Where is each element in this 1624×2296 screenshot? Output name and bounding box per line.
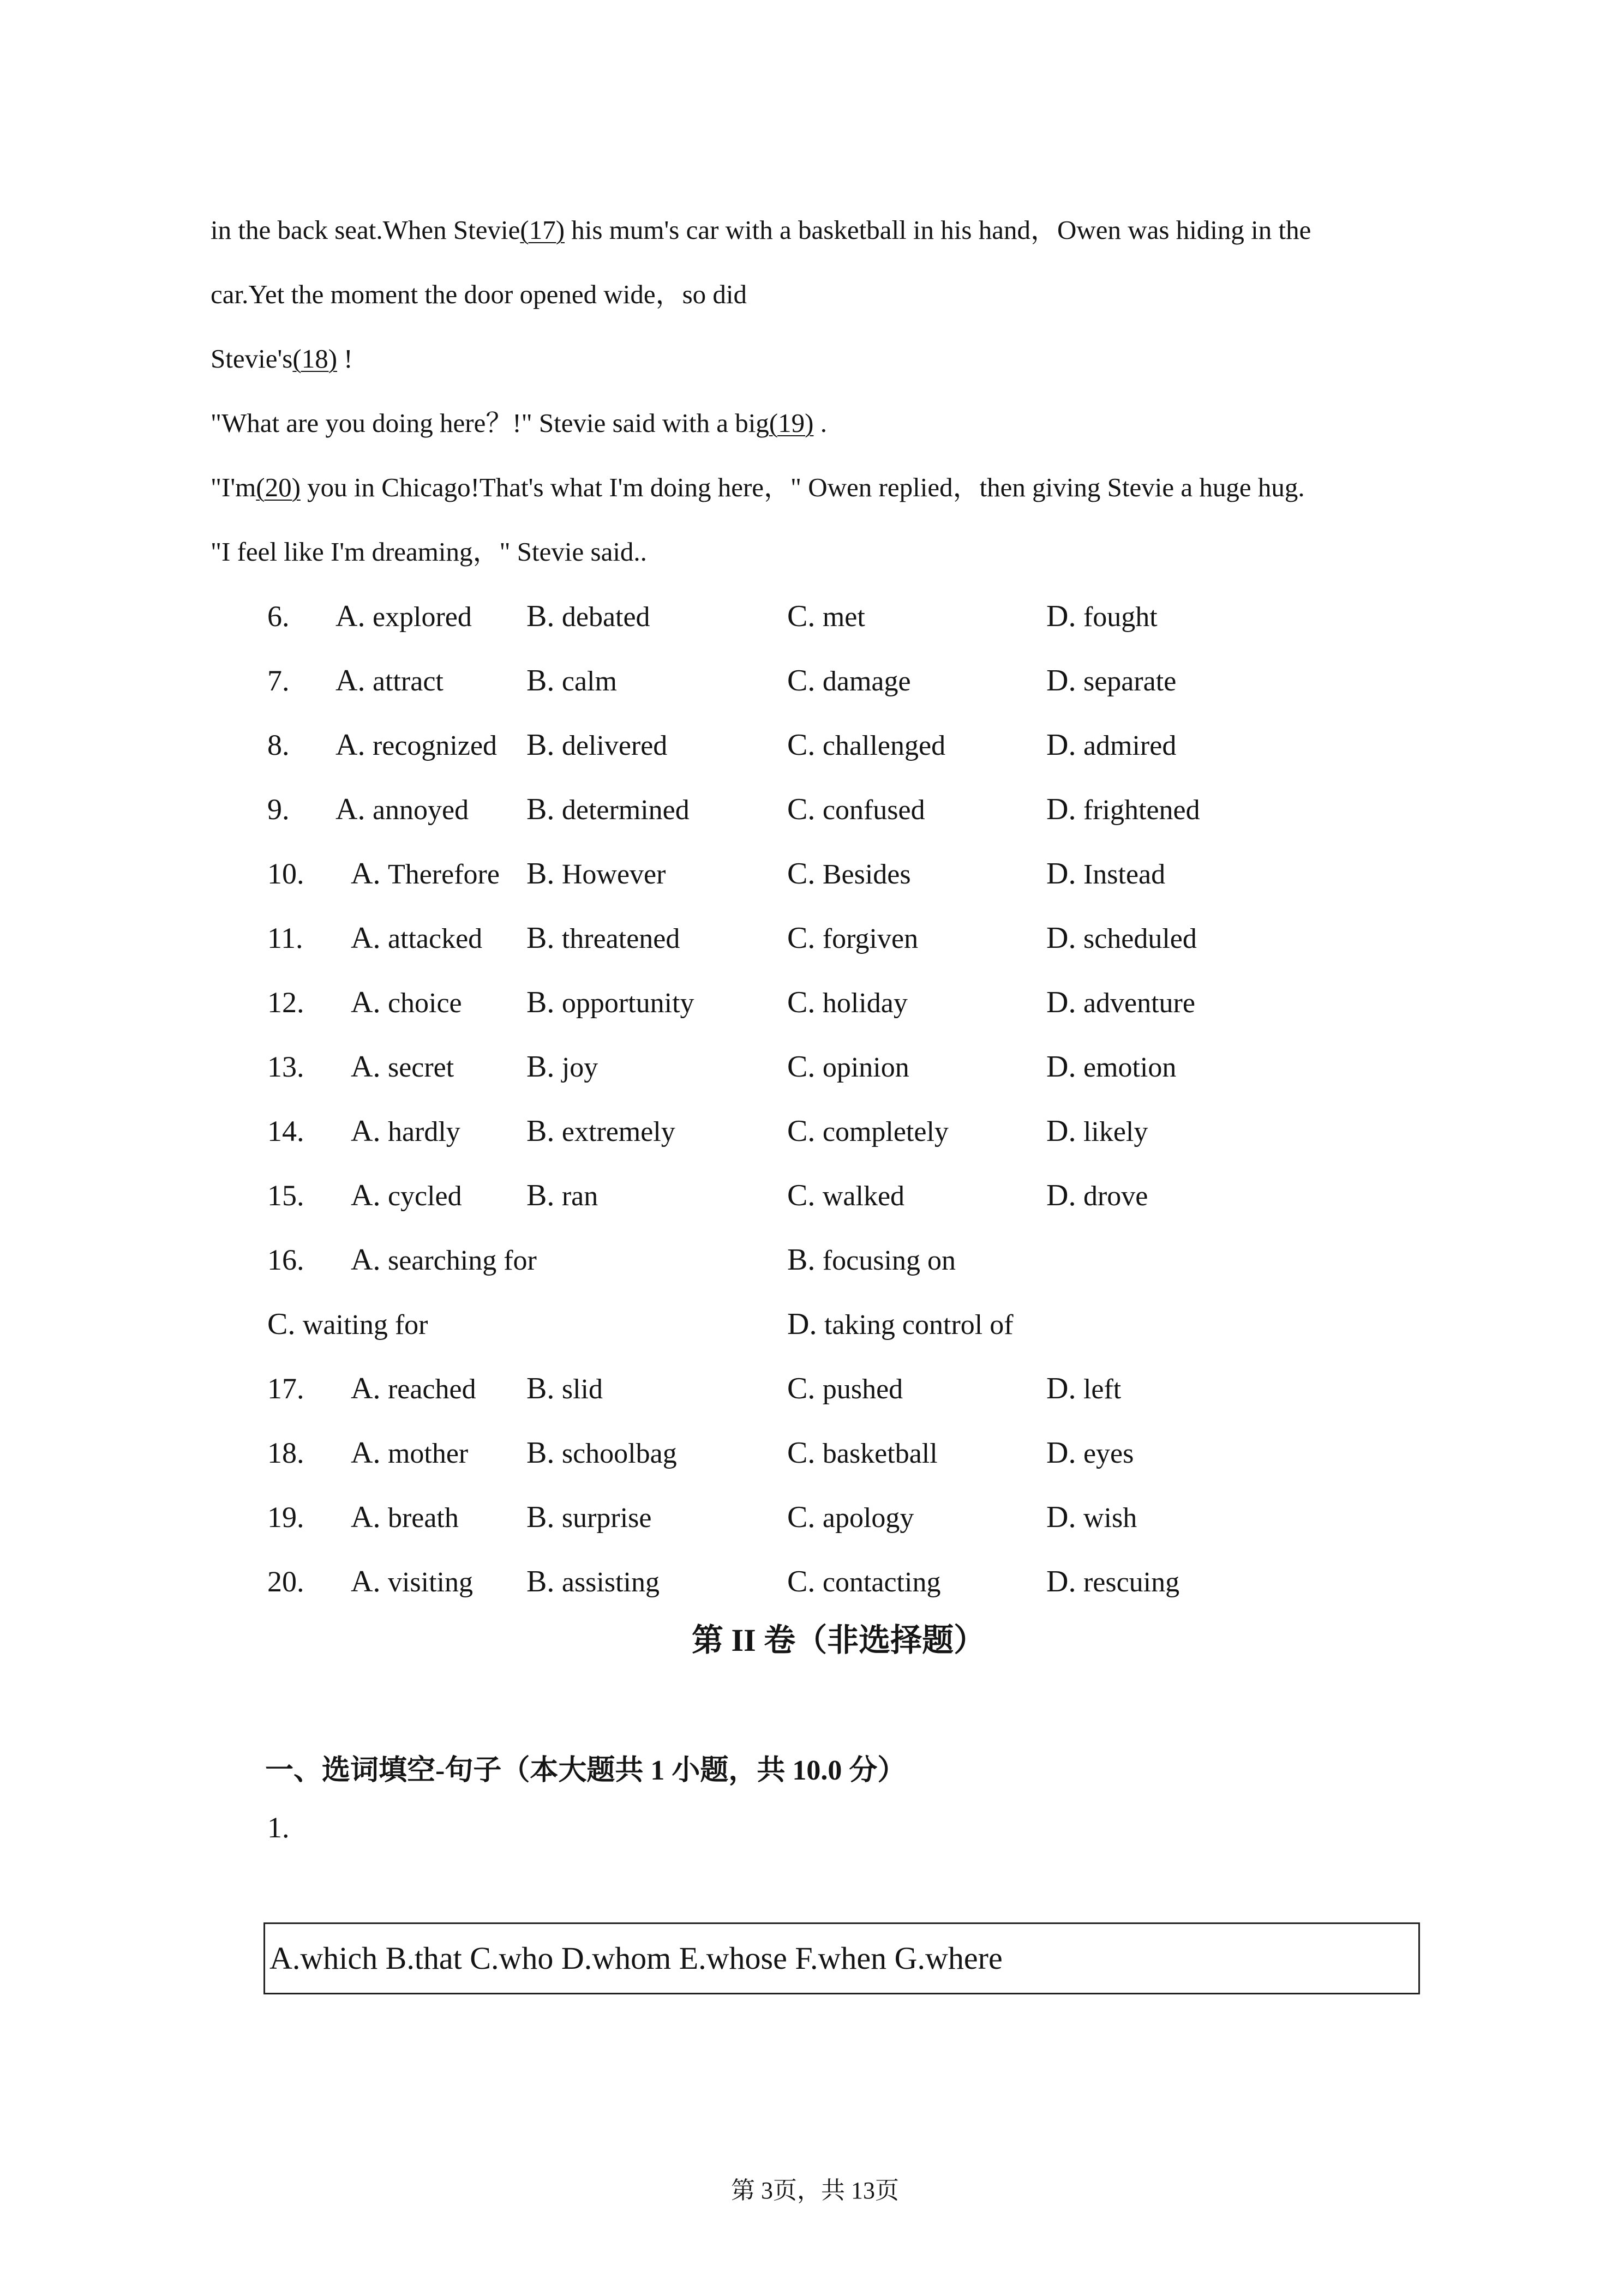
- option-text: focusing on: [822, 1245, 956, 1276]
- option-text: choice: [387, 988, 462, 1019]
- question-number: 16.: [267, 1243, 304, 1276]
- passage-text: .: [813, 408, 827, 438]
- option-text: However: [561, 859, 666, 890]
- option-d: [1046, 1565, 1179, 1599]
- option-d: [1046, 1115, 1148, 1149]
- option-text: calm: [561, 666, 617, 697]
- option-text: ran: [561, 1181, 598, 1212]
- option-text: damage: [822, 666, 911, 697]
- option-a: [351, 1115, 460, 1149]
- option-letter: B.: [526, 1372, 555, 1405]
- option-d: [1046, 1436, 1134, 1470]
- option-d: [1046, 1501, 1137, 1535]
- option-d: [1046, 857, 1165, 891]
- option-b: [526, 664, 617, 698]
- option-text: slid: [561, 1374, 603, 1405]
- option-b: [526, 1372, 603, 1406]
- passage-text: in the back seat.When Stevie: [211, 215, 520, 245]
- part-heading: 第 II 卷（非选择题）: [692, 1622, 986, 1658]
- question-number: 19.: [267, 1501, 304, 1534]
- option-b: [526, 986, 694, 1020]
- option-letter: A.: [351, 1243, 381, 1277]
- option-b: [526, 1115, 675, 1149]
- option-c: [787, 1436, 938, 1470]
- option-a: [351, 857, 500, 891]
- option-text: admired: [1083, 730, 1177, 761]
- option-c: [787, 1372, 903, 1406]
- question-number: 1.: [267, 1811, 290, 1844]
- option-text: confused: [822, 795, 925, 826]
- option-d: [1046, 729, 1176, 762]
- option-text: frightened: [1083, 795, 1200, 826]
- option-b: [526, 1179, 598, 1213]
- option-c: [787, 1565, 940, 1599]
- option-letter: A.: [351, 1565, 381, 1598]
- passage-line-3: [211, 342, 353, 375]
- option-letter: A.: [351, 1050, 381, 1084]
- page-footer: 第 3页，共 13页: [731, 2177, 899, 2204]
- option-letter: B.: [526, 1179, 555, 1212]
- passage-line-6: "I feel like I'm dreaming，" Stevie said..: [211, 537, 647, 567]
- option-c: [787, 664, 911, 698]
- option-text: delivered: [561, 730, 668, 761]
- option-text: adventure: [1083, 988, 1195, 1019]
- option-d: [1046, 664, 1176, 698]
- option-c: [787, 1501, 914, 1535]
- option-d: [1046, 1050, 1176, 1084]
- option-letter: D.: [1046, 1114, 1076, 1148]
- question-number: 9.: [267, 793, 290, 826]
- option-letter: B.: [526, 664, 555, 698]
- option-letter: B.: [526, 1114, 555, 1148]
- option-c: [787, 600, 865, 634]
- option-b: [526, 600, 650, 634]
- word-bank-box: A.which B.that C.who D.whom E.whose F.when G.where: [263, 1922, 1420, 1994]
- option-letter: D.: [1046, 1500, 1076, 1534]
- question-number: 15.: [267, 1179, 304, 1212]
- question-number: 8.: [267, 729, 290, 761]
- option-letter: D.: [1046, 921, 1076, 955]
- blank-19: (19): [769, 408, 814, 438]
- question-number: 12.: [267, 986, 304, 1019]
- option-text: explored: [372, 602, 472, 633]
- passage-line-5: [211, 471, 1305, 504]
- option-text: searching for: [387, 1245, 537, 1276]
- option-letter: D.: [787, 1307, 817, 1341]
- option-letter: B.: [526, 1050, 555, 1084]
- option-b: [787, 1243, 956, 1277]
- option-letter: C.: [787, 1179, 816, 1212]
- option-text: taking control of: [824, 1309, 1014, 1341]
- option-letter: D.: [1046, 792, 1076, 826]
- option-text: surprise: [561, 1502, 652, 1534]
- option-d: [1046, 986, 1195, 1020]
- option-text: separate: [1083, 666, 1177, 697]
- question-number: 18.: [267, 1436, 304, 1469]
- option-a: [351, 986, 462, 1020]
- option-letter: B.: [526, 1500, 555, 1534]
- question-number: 10.: [267, 857, 304, 890]
- option-letter: C.: [787, 728, 816, 762]
- option-text: drove: [1083, 1181, 1148, 1212]
- option-letter: A.: [335, 728, 365, 762]
- option-a: [351, 1372, 476, 1406]
- question-number: 7.: [267, 664, 290, 697]
- option-letter: A.: [351, 1436, 381, 1470]
- option-text: cycled: [387, 1181, 462, 1212]
- option-letter: C.: [787, 792, 816, 826]
- option-text: completely: [822, 1116, 949, 1147]
- option-b: [526, 922, 680, 955]
- option-letter: A.: [351, 1179, 381, 1212]
- option-letter: C.: [787, 1565, 816, 1598]
- option-text: eyes: [1083, 1438, 1134, 1469]
- option-b: [526, 857, 666, 891]
- option-b: [526, 1436, 677, 1470]
- option-letter: D.: [1046, 1565, 1076, 1598]
- option-c: [787, 729, 945, 762]
- option-text: assisting: [561, 1567, 660, 1598]
- option-text: Instead: [1083, 859, 1166, 890]
- option-d: [1046, 922, 1197, 955]
- question-number: 20.: [267, 1565, 304, 1598]
- option-letter: C.: [787, 664, 816, 698]
- option-text: Besides: [822, 859, 911, 890]
- option-c: [787, 857, 911, 891]
- question-number: 17.: [267, 1372, 304, 1405]
- option-letter: D.: [1046, 857, 1076, 891]
- option-c: [787, 1115, 949, 1149]
- option-text: opportunity: [561, 988, 694, 1019]
- option-letter: C.: [787, 921, 816, 955]
- option-text: reached: [387, 1374, 476, 1405]
- option-text: attract: [372, 666, 444, 697]
- option-text: forgiven: [822, 923, 919, 954]
- option-letter: C.: [787, 985, 816, 1019]
- option-text: waiting for: [302, 1309, 428, 1341]
- option-letter: D.: [1046, 1436, 1076, 1470]
- option-letter: C.: [787, 857, 816, 891]
- option-letter: D.: [1046, 1372, 1076, 1405]
- option-d: [787, 1308, 1014, 1342]
- option-text: extremely: [561, 1116, 675, 1147]
- option-letter: C.: [787, 599, 816, 633]
- option-letter: C.: [787, 1050, 816, 1084]
- option-letter: B.: [526, 857, 555, 891]
- option-c: [787, 986, 908, 1020]
- option-text: schoolbag: [561, 1438, 677, 1469]
- option-letter: A.: [335, 599, 365, 633]
- option-c: [787, 1050, 909, 1084]
- option-text: attacked: [387, 923, 483, 954]
- option-letter: A.: [351, 1114, 381, 1148]
- option-text: debated: [561, 602, 650, 633]
- option-letter: A.: [351, 1500, 381, 1534]
- option-c: [787, 793, 925, 827]
- option-letter: C.: [787, 1114, 816, 1148]
- option-a: [335, 793, 469, 827]
- option-text: likely: [1083, 1116, 1148, 1147]
- option-a: [351, 1050, 454, 1084]
- option-letter: B.: [526, 728, 555, 762]
- option-text: Therefore: [387, 859, 500, 890]
- option-letter: C.: [787, 1500, 816, 1534]
- option-text: joy: [561, 1052, 598, 1083]
- option-text: wish: [1083, 1502, 1137, 1534]
- option-text: emotion: [1083, 1052, 1177, 1083]
- option-letter: B.: [787, 1243, 816, 1277]
- passage-text: "I'm: [211, 472, 256, 502]
- option-letter: B.: [526, 985, 555, 1019]
- option-a: [351, 1243, 537, 1277]
- option-letter: C.: [787, 1372, 816, 1405]
- option-a: [351, 1436, 468, 1470]
- option-letter: A.: [335, 792, 365, 826]
- option-text: scheduled: [1083, 923, 1197, 954]
- option-d: [1046, 1179, 1148, 1213]
- passage-text: you in Chicago!That's what I'm doing here，" Owen replied，then giving Stevie a huge hug.: [300, 472, 1305, 502]
- option-b: [526, 1565, 660, 1599]
- option-letter: A.: [351, 921, 381, 955]
- option-a: [351, 1565, 473, 1599]
- option-text: pushed: [822, 1374, 903, 1405]
- option-a: [335, 664, 444, 698]
- option-a: [335, 600, 472, 634]
- blank-20: (20): [256, 472, 301, 502]
- option-a: [351, 1179, 462, 1213]
- option-text: hardly: [387, 1116, 460, 1147]
- option-letter: D.: [1046, 1179, 1076, 1212]
- option-letter: B.: [526, 792, 555, 826]
- passage-text: his mum's car with a basketball in his hand，Owen was hiding in the: [565, 215, 1311, 245]
- option-text: determined: [561, 795, 690, 826]
- option-letter: C.: [267, 1307, 296, 1341]
- option-letter: B.: [526, 1565, 555, 1598]
- option-letter: B.: [526, 599, 555, 633]
- option-text: fought: [1083, 602, 1158, 633]
- blank-17: (17): [520, 215, 565, 245]
- option-text: threatened: [561, 923, 680, 954]
- passage-line-2: car.Yet the moment the door opened wide，so did: [211, 279, 747, 309]
- option-text: rescuing: [1083, 1567, 1180, 1598]
- option-text: visiting: [387, 1567, 473, 1598]
- option-letter: D.: [1046, 728, 1076, 762]
- option-letter: A.: [351, 985, 381, 1019]
- option-letter: D.: [1046, 599, 1076, 633]
- option-letter: D.: [1046, 985, 1076, 1019]
- option-letter: C.: [787, 1436, 816, 1470]
- option-text: left: [1083, 1374, 1122, 1405]
- option-text: secret: [387, 1052, 454, 1083]
- option-text: met: [822, 602, 865, 633]
- option-letter: A.: [351, 857, 381, 891]
- option-text: breath: [387, 1502, 459, 1534]
- option-d: [1046, 600, 1158, 634]
- option-c: [267, 1308, 428, 1342]
- question-number: 13.: [267, 1050, 304, 1083]
- option-letter: A.: [335, 664, 365, 698]
- section-title: 一、选词填空-句子（本大题共 1 小题，共 10.0 分）: [265, 1755, 906, 1786]
- option-b: [526, 793, 690, 827]
- option-d: [1046, 793, 1200, 827]
- option-letter: B.: [526, 1436, 555, 1470]
- option-c: [787, 1179, 904, 1213]
- question-number: 6.: [267, 600, 290, 633]
- option-text: apology: [822, 1502, 914, 1534]
- option-a: [351, 1501, 459, 1535]
- option-d: [1046, 1372, 1121, 1406]
- option-a: [335, 729, 497, 762]
- option-text: recognized: [372, 730, 498, 761]
- option-a: [351, 922, 482, 955]
- option-b: [526, 729, 667, 762]
- passage-text: !: [337, 344, 353, 374]
- option-text: walked: [822, 1181, 905, 1212]
- passage-text: "What are you doing here？!" Stevie said with a big: [211, 408, 769, 438]
- blank-18: (18): [292, 344, 338, 374]
- passage-text: Stevie's: [211, 344, 293, 374]
- option-letter: D.: [1046, 664, 1076, 698]
- option-letter: B.: [526, 921, 555, 955]
- passage-line-1: [211, 214, 1311, 247]
- option-text: holiday: [822, 988, 908, 1019]
- option-b: [526, 1050, 598, 1084]
- option-letter: D.: [1046, 1050, 1076, 1084]
- option-c: [787, 922, 918, 955]
- option-text: basketball: [822, 1438, 938, 1469]
- option-text: challenged: [822, 730, 946, 761]
- option-text: opinion: [822, 1052, 909, 1083]
- option-text: mother: [387, 1438, 469, 1469]
- option-text: annoyed: [372, 795, 469, 826]
- option-letter: A.: [351, 1372, 381, 1405]
- option-text: contacting: [822, 1567, 941, 1598]
- passage-line-4: [211, 407, 827, 440]
- question-number: 14.: [267, 1115, 304, 1147]
- option-b: [526, 1501, 652, 1535]
- question-number: 11.: [267, 922, 303, 954]
